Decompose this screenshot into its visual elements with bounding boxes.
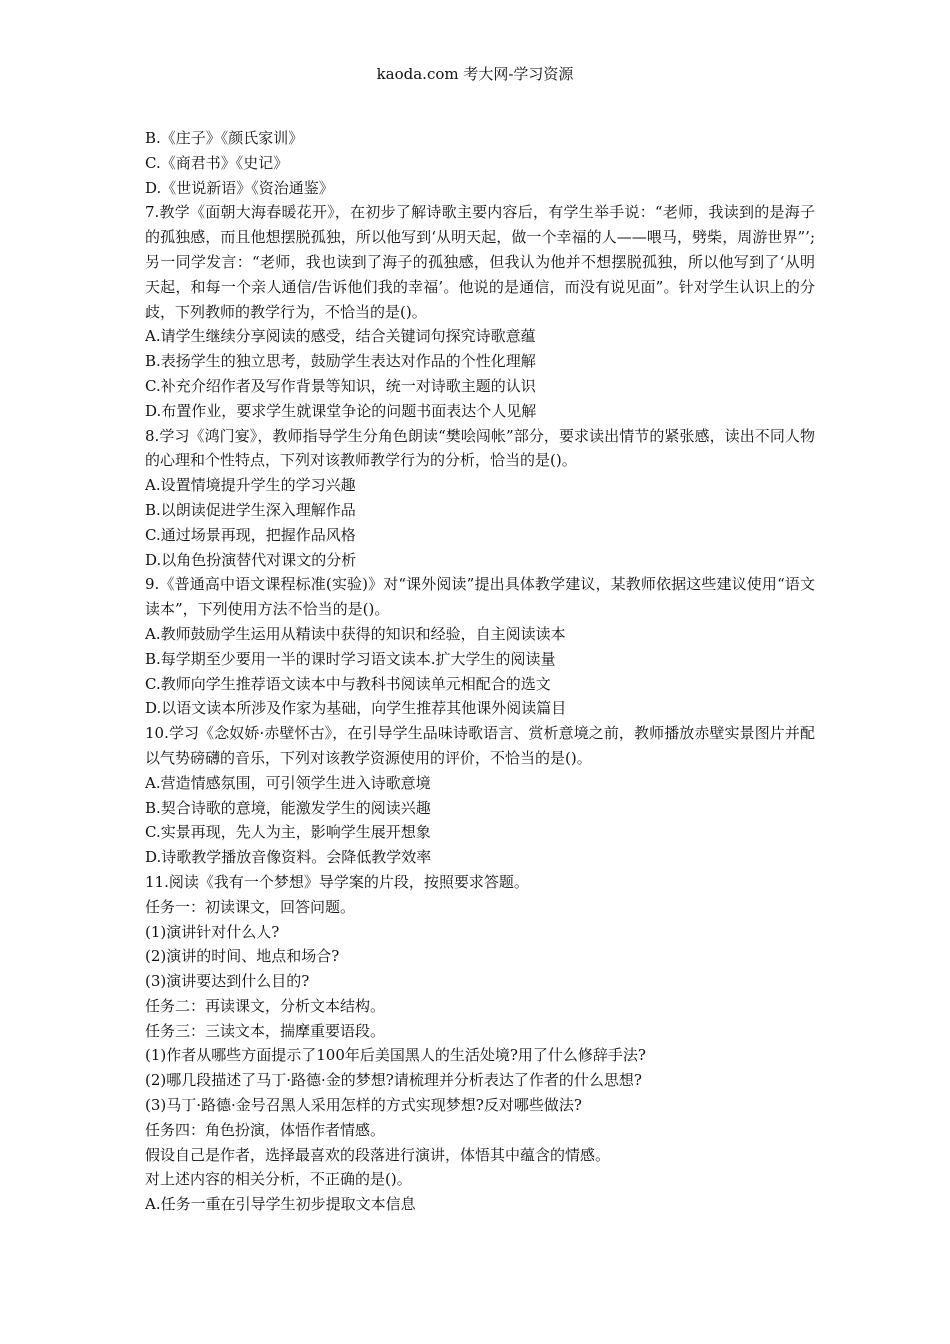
task-1-item-1: (1)演讲针对什么人? xyxy=(145,922,280,941)
option-d-q8: D.以角色扮演替代对课文的分析 xyxy=(145,550,357,569)
option-c-q8: C.通过场景再现，把握作品风格 xyxy=(145,525,356,544)
option-a-q10: A.营造情感氛围，可引领学生进入诗歌意境 xyxy=(145,773,431,792)
option-b-q7: B.表扬学生的独立思考，鼓励学生表达对作品的个性化理解 xyxy=(145,352,536,371)
option-a-q8: A.设置情境提升学生的学习兴趣 xyxy=(145,476,356,495)
task-4: 任务四：角色扮演，体悟作者情感。 xyxy=(145,1120,386,1139)
task-3: 任务三：三读文本，揣摩重要语段。 xyxy=(145,1021,386,1040)
option-a-q11: A.任务一重在引导学生初步提取文本信息 xyxy=(145,1195,416,1214)
task-1: 任务一：初读课文，回答问题。 xyxy=(145,897,356,916)
task-3-item-3: (3)马丁·路德·金号召黑人采用怎样的方式实现梦想?反对哪些做法? xyxy=(145,1096,582,1115)
option-d-q10: D.诗歌教学播放音像资料。会降低教学效率 xyxy=(145,848,432,867)
question-9: 9.《普通高中语文课程标准(实验)》对“课外阅读”提出具体教学建议，某教师依据这些建议使用“语文读本”，下列使用方法不恰当的是()。 xyxy=(145,575,815,619)
question-11: 11.阅读《我有一个梦想》导学案的片段，按照要求答题。 xyxy=(145,872,529,891)
option-c-q6: C.《商君书》《史记》 xyxy=(145,153,289,172)
question-11-prompt: 对上述内容的相关分析，不正确的是()。 xyxy=(145,1170,412,1189)
task-1-item-3: (3)演讲要达到什么目的? xyxy=(145,972,310,991)
option-c-q9: C.教师向学生推荐语文读本中与教科书阅读单元相配合的选文 xyxy=(145,674,551,693)
task-3-item-1: (1)作者从哪些方面提示了100年后美国黑人的生活处境?用了什么修辞手法? xyxy=(145,1046,646,1065)
option-d-q6: D.《世说新语》《资治通鉴》 xyxy=(145,178,334,197)
page-header: kaoda.com 考大网-学习资源 xyxy=(376,65,574,83)
option-d-q7: D.布置作业，要求学生就课堂争论的问题书面表达个人见解 xyxy=(145,401,537,420)
question-7: 7.教学《面朝大海春暖花开》，在初步了解诗歌主要内容后，有学生举手说：“老师，我读到的是海子的孤独感，而且他想摆脱孤独，所以他写到‘从明天起，做一个幸福的人——喂马，劈柴，周游世界”’;另一同学发言：“老师，我也读到了海子的孤独感，但我认为他并不想摆脱孤独，所以他写到了‘从明天起，和每一个亲人通信/告诉他们我的幸福’。他说的是通信，而没有说见面”。针对学生认识上的分歧，下列教师的教学行为，不恰当的是()。 xyxy=(145,203,815,321)
task-2: 任务二：再读课文，分析文本结构。 xyxy=(145,996,386,1015)
task-4-detail: 假设自己是作者，选择最喜欢的段落进行演讲，体悟其中蕴含的情感。 xyxy=(145,1145,611,1164)
option-b-q6: B.《庄子》《颜氏家训》 xyxy=(145,129,304,147)
option-b-q10: B.契合诗歌的意境，能激发学生的阅读兴趣 xyxy=(145,798,431,817)
option-b-q8: B.以朗读促进学生深入理解作品 xyxy=(145,500,356,519)
option-a-q9: A.教师鼓励学生运用从精读中获得的知识和经验，自主阅读读本 xyxy=(145,624,566,643)
document-body xyxy=(145,126,815,1217)
question-10: 10.学习《念奴娇·赤壁怀古》，在引导学生品味诗歌语言、赏析意境之前，教师播放赤壁实景图片并配以气势磅礴的音乐，下列对该教学资源使用的评价，不恰当的是()。 xyxy=(145,724,815,767)
option-c-q10: C.实景再现，先人为主，影响学生展开想象 xyxy=(145,823,431,842)
option-c-q7: C.补充介绍作者及写作背景等知识，统一对诗歌主题的认识 xyxy=(145,376,536,395)
question-8: 8.学习《鸿门宴》，教师指导学生分角色朗读“樊哙闯帐”部分，要求读出情节的紧张感，读出不同人物的心理和个性特点，下列对该教师教学行为的分析，恰当的是()。 xyxy=(145,426,815,470)
option-a-q7: A.请学生继续分享阅读的感受，结合关键词句探究诗歌意蕴 xyxy=(145,327,536,346)
task-3-item-2: (2)哪几段描述了马丁·路德·金的梦想?请梳理并分析表达了作者的什么思想? xyxy=(145,1071,642,1090)
option-d-q9: D.以语文读本所涉及作家为基础，向学生推荐其他课外阅读篇目 xyxy=(145,699,567,718)
option-b-q9: B.每学期至少要用一半的课时学习语文读本.扩大学生的阅读量 xyxy=(145,649,556,668)
task-1-item-2: (2)演讲的时间、地点和场合? xyxy=(145,947,340,966)
